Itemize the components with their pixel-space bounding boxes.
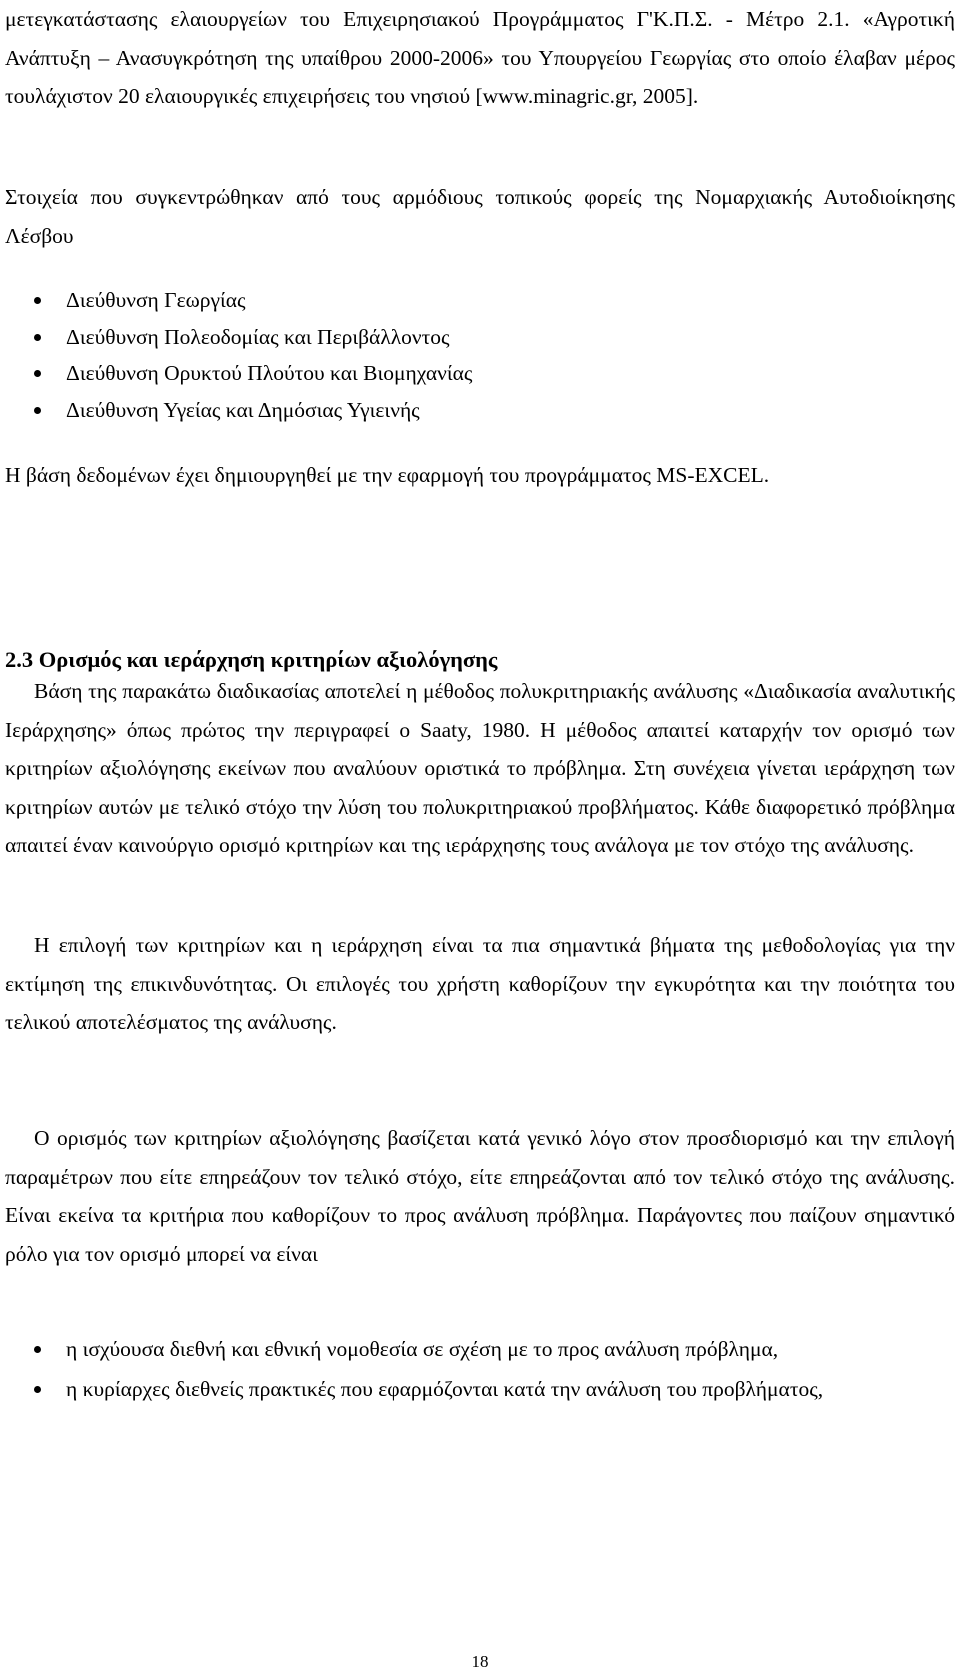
sources-list bbox=[0, 282, 472, 428]
list-item: Διεύθυνση Πολεοδομίας και Περιβάλλοντος bbox=[0, 319, 472, 356]
list-item: Διεύθυνση Ορυκτού Πλούτου και Βιομηχανίας bbox=[0, 355, 472, 392]
paragraph-criteria-definition: Ο ορισμός των κριτηρίων αξιολόγησης βασίζεται κατά γενικό λόγο στον προσδιορισμό και την επιλογή παραμέτρων που είτε επηρεάζουν τον τελικό στόχο, είτε επηρεάζονται από τον τελικό στόχο της ανάλυσης. Είναι εκείνα τα κριτήρια που καθορίζουν το προς ανάλυση πρόβλημα. Παράγοντες που παίζουν σημαντικό ρόλο για τον ορισμό μπορεί να είναι bbox=[5, 1126, 955, 1266]
paragraph-method: Βάση της παρακάτω διαδικασίας αποτελεί η μέθοδος πολυκριτηριακής ανάλυσης «Διαδικασία αναλυτικής Ιεράρχησης» όπως πρώτος την περιγραφεί ο Saaty, 1980. Η μέθοδος απαιτεί καταρχήν τον ορισμό των κριτηρίων αξιολόγησης εκείνων που αναλύουν οριστικά το πρόβλημα. Στη συνέχεια γίνεται ιεράρχηση των κριτηρίων αυτών με τελικό στόχο την λύση του πολυκριτηριακού προβλήματος. Κάθε διαφορετικό πρόβλημα απαιτεί έναν καινούργιο ορισμό κριτηρίων και της ιεράρχησης τους ανάλογα με τον στόχο της ανάλυσης. bbox=[5, 679, 955, 857]
section-heading: 2.3 Ορισμός και ιεράρχηση κριτηρίων αξιολόγησης bbox=[5, 647, 498, 672]
list-item: η κυρίαρχες διεθνείς πρακτικές που εφαρμόζονται κατά την ανάλυση του προβλήματος, bbox=[0, 1370, 950, 1409]
paragraph-program-context: μετεγκατάστασης ελαιουργείων του Επιχειρησιακού Προγράμματος Γ'Κ.Π.Σ. - Μέτρο 2.1. «Αγροτική Ανάπτυξη – Ανασυγκρότηση της υπαίθρου 2000-2006» του Υπουργείου Γεωργίας στο οποίο έλαβαν μέρος τουλάχιστον 20 ελαιουργικές επιχειρήσεις του νησιού [www.minagric.gr, 2005]. bbox=[5, 7, 955, 108]
page-number: 18 bbox=[471, 1652, 489, 1671]
factors-list bbox=[0, 1330, 950, 1409]
paragraph-database: Η βάση δεδομένων έχει δημιουργηθεί με την εφαρμογή του προγράμματος MS-EXCEL. bbox=[5, 463, 770, 487]
paragraph-criteria-selection: Η επιλογή των κριτηρίων και η ιεράρχηση είναι τα πια σημαντικά βήματα της μεθοδολογίας για την εκτίμηση της επικινδυνότητας. Οι επιλογές του χρήστη καθορίζουν την εγκυρότητα και την ποιότητα του τελικού αποτελέσματος της ανάλυσης. bbox=[5, 933, 955, 1034]
list-item: Διεύθυνση Γεωργίας bbox=[0, 282, 472, 319]
list-item: Διεύθυνση Υγείας και Δημόσιας Υγιεινής bbox=[0, 392, 472, 429]
paragraph-data-sources: Στοιχεία που συγκεντρώθηκαν από τους αρμόδιους τοπικούς φορείς της Νομαρχιακής Αυτοδιοίκησης Λέσβου bbox=[5, 185, 955, 248]
list-item: η ισχύουσα διεθνή και εθνική νομοθεσία σε σχέση με το προς ανάλυση πρόβλημα, bbox=[0, 1330, 950, 1369]
